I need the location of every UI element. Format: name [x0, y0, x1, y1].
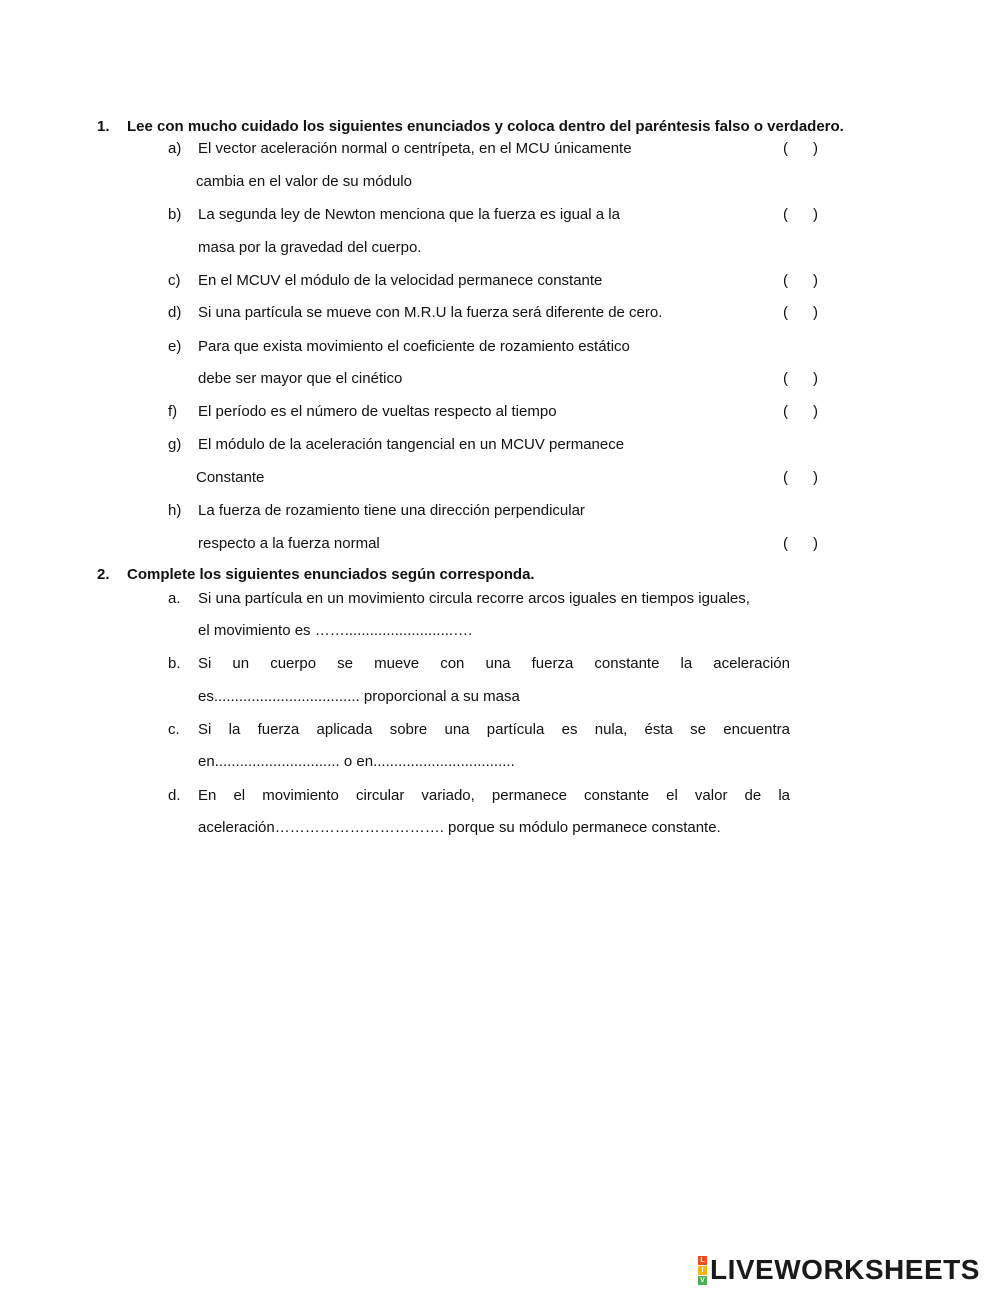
- item-1d-letter: d): [168, 304, 182, 321]
- item-1h-line1: La fuerza de rozamiento tiene una dirección perpendicular: [198, 502, 585, 519]
- item-2d-line1: En el movimiento circular variado, permanece constante el valor de la: [198, 787, 790, 804]
- logo-square: L: [698, 1256, 707, 1265]
- item-1c-answer-box[interactable]: ( ): [783, 272, 818, 289]
- item-1d-answer-box[interactable]: ( ): [783, 304, 818, 321]
- logo-square: I: [698, 1266, 707, 1275]
- item-1f-letter: f): [168, 403, 178, 420]
- item-2b-line2[interactable]: es................................... proporcional a su masa: [198, 688, 520, 705]
- item-1h-line2: respecto a la fuerza normal: [198, 535, 380, 552]
- item-1e-letter: e): [168, 338, 182, 355]
- item-1b-line2: masa por la gravedad del cuerpo.: [198, 239, 422, 256]
- item-1e-answer-box[interactable]: ( ): [783, 370, 818, 387]
- item-1c-letter: c): [168, 272, 181, 289]
- item-1e-line2: debe ser mayor que el cinético: [198, 370, 403, 387]
- logo-square: V: [698, 1276, 707, 1285]
- item-2a-line2[interactable]: el movimiento es ……..........................….: [198, 622, 473, 639]
- item-2a-letter: a.: [168, 590, 181, 607]
- item-1h-answer-box[interactable]: ( ): [783, 535, 818, 552]
- question-1-title: Lee con mucho cuidado los siguientes enunciados y coloca dentro del paréntesis falso o verdadero.: [127, 118, 844, 135]
- item-1g-line1: El módulo de la aceleración tangencial en un MCUV permanece: [198, 436, 625, 453]
- item-2b-line1: Si un cuerpo se mueve con una fuerza constante la aceleración: [198, 655, 790, 672]
- item-1a-line2: cambia en el valor de su módulo: [196, 173, 412, 190]
- question-1-number: 1.: [97, 118, 110, 135]
- item-2d-line2[interactable]: aceleración……………………………. porque su módulo permanece constante.: [198, 819, 721, 836]
- item-1f-line1: El período es el número de vueltas respecto al tiempo: [198, 403, 557, 420]
- item-1f-answer-box[interactable]: ( ): [783, 403, 818, 420]
- liveworksheets-logo: [698, 1254, 980, 1286]
- item-1b-line1: La segunda ley de Newton menciona que la fuerza es igual a la: [198, 206, 620, 223]
- item-1g-answer-box[interactable]: ( ): [783, 469, 818, 486]
- item-1e-line1: Para que exista movimiento el coeficiente de rozamiento estático: [198, 338, 630, 355]
- item-1a-line1: El vector aceleración normal o centrípeta, en el MCU únicamente: [198, 140, 632, 157]
- item-2d-letter: d.: [168, 787, 181, 804]
- item-2b-letter: b.: [168, 655, 181, 672]
- item-2c-line1: Si la fuerza aplicada sobre una partícula es nula, ésta se encuentra: [198, 721, 790, 738]
- item-1c-line1: En el MCUV el módulo de la velocidad permanece constante: [198, 272, 603, 289]
- item-2c-letter: c.: [168, 721, 180, 738]
- item-1d-line1: Si una partícula se mueve con M.R.U la fuerza será diferente de cero.: [198, 304, 663, 321]
- item-1g-letter: g): [168, 436, 182, 453]
- item-1b-answer-box[interactable]: ( ): [783, 206, 818, 223]
- item-2a-line1: Si una partícula en un movimiento circula recorre arcos iguales en tiempos iguales,: [198, 590, 750, 607]
- question-2-number: 2.: [97, 566, 110, 583]
- item-1h-letter: h): [168, 502, 182, 519]
- item-1b-letter: b): [168, 206, 182, 223]
- logo-squares-icon: [698, 1256, 707, 1285]
- item-1g-line2: Constante: [196, 469, 265, 486]
- logo-text: LIVEWORKSHEETS: [710, 1254, 980, 1285]
- item-1a-letter: a): [168, 140, 182, 157]
- item-1a-answer-box[interactable]: ( ): [783, 140, 818, 157]
- question-2-title: Complete los siguientes enunciados según corresponda.: [127, 566, 535, 583]
- item-2c-line2[interactable]: en.............................. o en..................................: [198, 753, 515, 770]
